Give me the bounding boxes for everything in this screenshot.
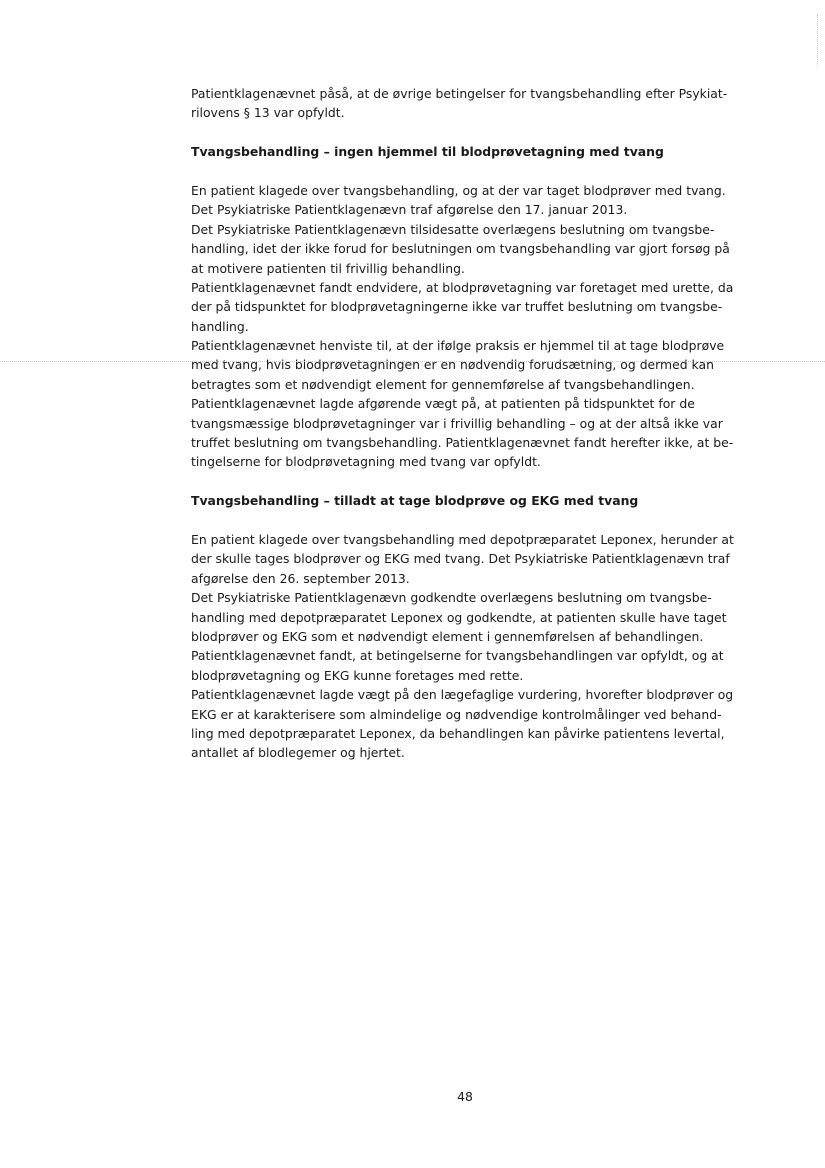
paragraph-gap: [191, 123, 747, 142]
text-line: Det Psykiatriske Patientklagenævn godkendte overlægens beslutning om tvangsbe-: [191, 590, 712, 606]
text-line: handling, idet der ikke forud for beslutningen om tvangsbehandling var gjort forsøg på: [191, 241, 730, 257]
text-line: Det Psykiatriske Patientklagenævn tilsidesatte overlægens beslutning om tvangsbe-: [191, 221, 715, 237]
text-line: Patientklagenævnet henviste til, at der ifølge praksis er hjemmel til at tage blodprøve: [191, 338, 725, 354]
text-line: Patientklagenævnet lagde afgørende vægt på, at patienten på tidspunktet for de: [191, 396, 695, 412]
text-line: blodprøvetagning og EKG kunne foretages med rette.: [191, 667, 524, 683]
text-line: at motivere patienten til frivillig behandling.: [191, 260, 465, 276]
paragraph-gap: [191, 472, 747, 491]
intro-paragraph: [191, 84, 747, 123]
text-line: handling med depotpræparatet Leponex og godkendte, at patienten skulle have taget: [191, 609, 727, 625]
text-line: tingelserne for blodprøvetagning med tvang var opfyldt.: [191, 454, 541, 470]
text-line: rilovens § 13 var opfyldt.: [191, 105, 345, 121]
section-blood-sample-ekg-allowed: [191, 491, 747, 762]
text-line: Det Psykiatriske Patientklagenævn traf afgørelse den 17. januar 2013.: [191, 202, 628, 218]
text-line: En patient klagede over tvangsbehandling med depotpræparatet Leponex, herunder at: [191, 531, 734, 547]
text-line: Patientklagenævnet påså, at de øvrige betingelser for tvangsbehandling efter Psykiat-: [191, 86, 728, 101]
text-line: afgørelse den 26. september 2013.: [191, 570, 410, 586]
paragraph-gap: [191, 511, 747, 530]
section-blood-sample-no-authority: [191, 142, 747, 472]
text-line: antallet af blodlegemer og hjertet.: [191, 745, 405, 761]
text-line: betragtes som et nødvendigt element for gennemførelse af tvangsbehandlingen.: [191, 376, 695, 392]
page-number: 48: [457, 1089, 473, 1104]
text-line: der skulle tages blodprøver og EKG med tvang. Det Psykiatriske Patientklagenævn traf: [191, 551, 730, 567]
text-line: med tvang, hvis blodprøvetagningen er en nødvendig forudsætning, og dermed kan: [191, 357, 714, 373]
text-line: der på tidspunktet for blodprøvetagningerne ikke var truffet beslutning om tvangsbe-: [191, 299, 723, 315]
section-heading: Tvangsbehandling – tilladt at tage blodprøve og EKG med tvang: [191, 493, 639, 509]
text-line: tvangsmæssige blodprøvetagninger var i frivillig behandling – og at der altså ikke var: [191, 415, 723, 431]
text-line: En patient klagede over tvangsbehandling, og at der var taget blodprøver med tvang.: [191, 182, 726, 198]
text-line: EKG er at karakterisere som almindelige og nødvendige kontrolmålinger ved behand-: [191, 706, 722, 722]
text-line: handling.: [191, 318, 249, 334]
page-content: [191, 84, 747, 763]
text-line: blodprøver og EKG som et nødvendigt element i gennemførelsen af behandlingen.: [191, 628, 704, 644]
scan-fold-line: [0, 361, 825, 362]
section-heading: Tvangsbehandling – ingen hjemmel til blodprøvetagning med tvang: [191, 144, 664, 160]
text-line: truffet beslutning om tvangsbehandling. Patientklagenævnet fandt herefter ikke, at be-: [191, 435, 734, 451]
text-line: Patientklagenævnet fandt endvidere, at blodprøvetagning var foretaget med urette, da: [191, 279, 734, 295]
text-line: Patientklagenævnet lagde vægt på den lægefaglige vurdering, hvorefter blodprøver og: [191, 687, 734, 703]
paragraph-gap: [191, 162, 747, 181]
text-line: ling med depotpræparatet Leponex, da behandlingen kan påvirke patientens levertal,: [191, 725, 725, 741]
text-line: Patientklagenævnet fandt, at betingelserne for tvangsbehandlingen var opfyldt, og at: [191, 648, 724, 664]
scan-artifact: [817, 14, 821, 66]
